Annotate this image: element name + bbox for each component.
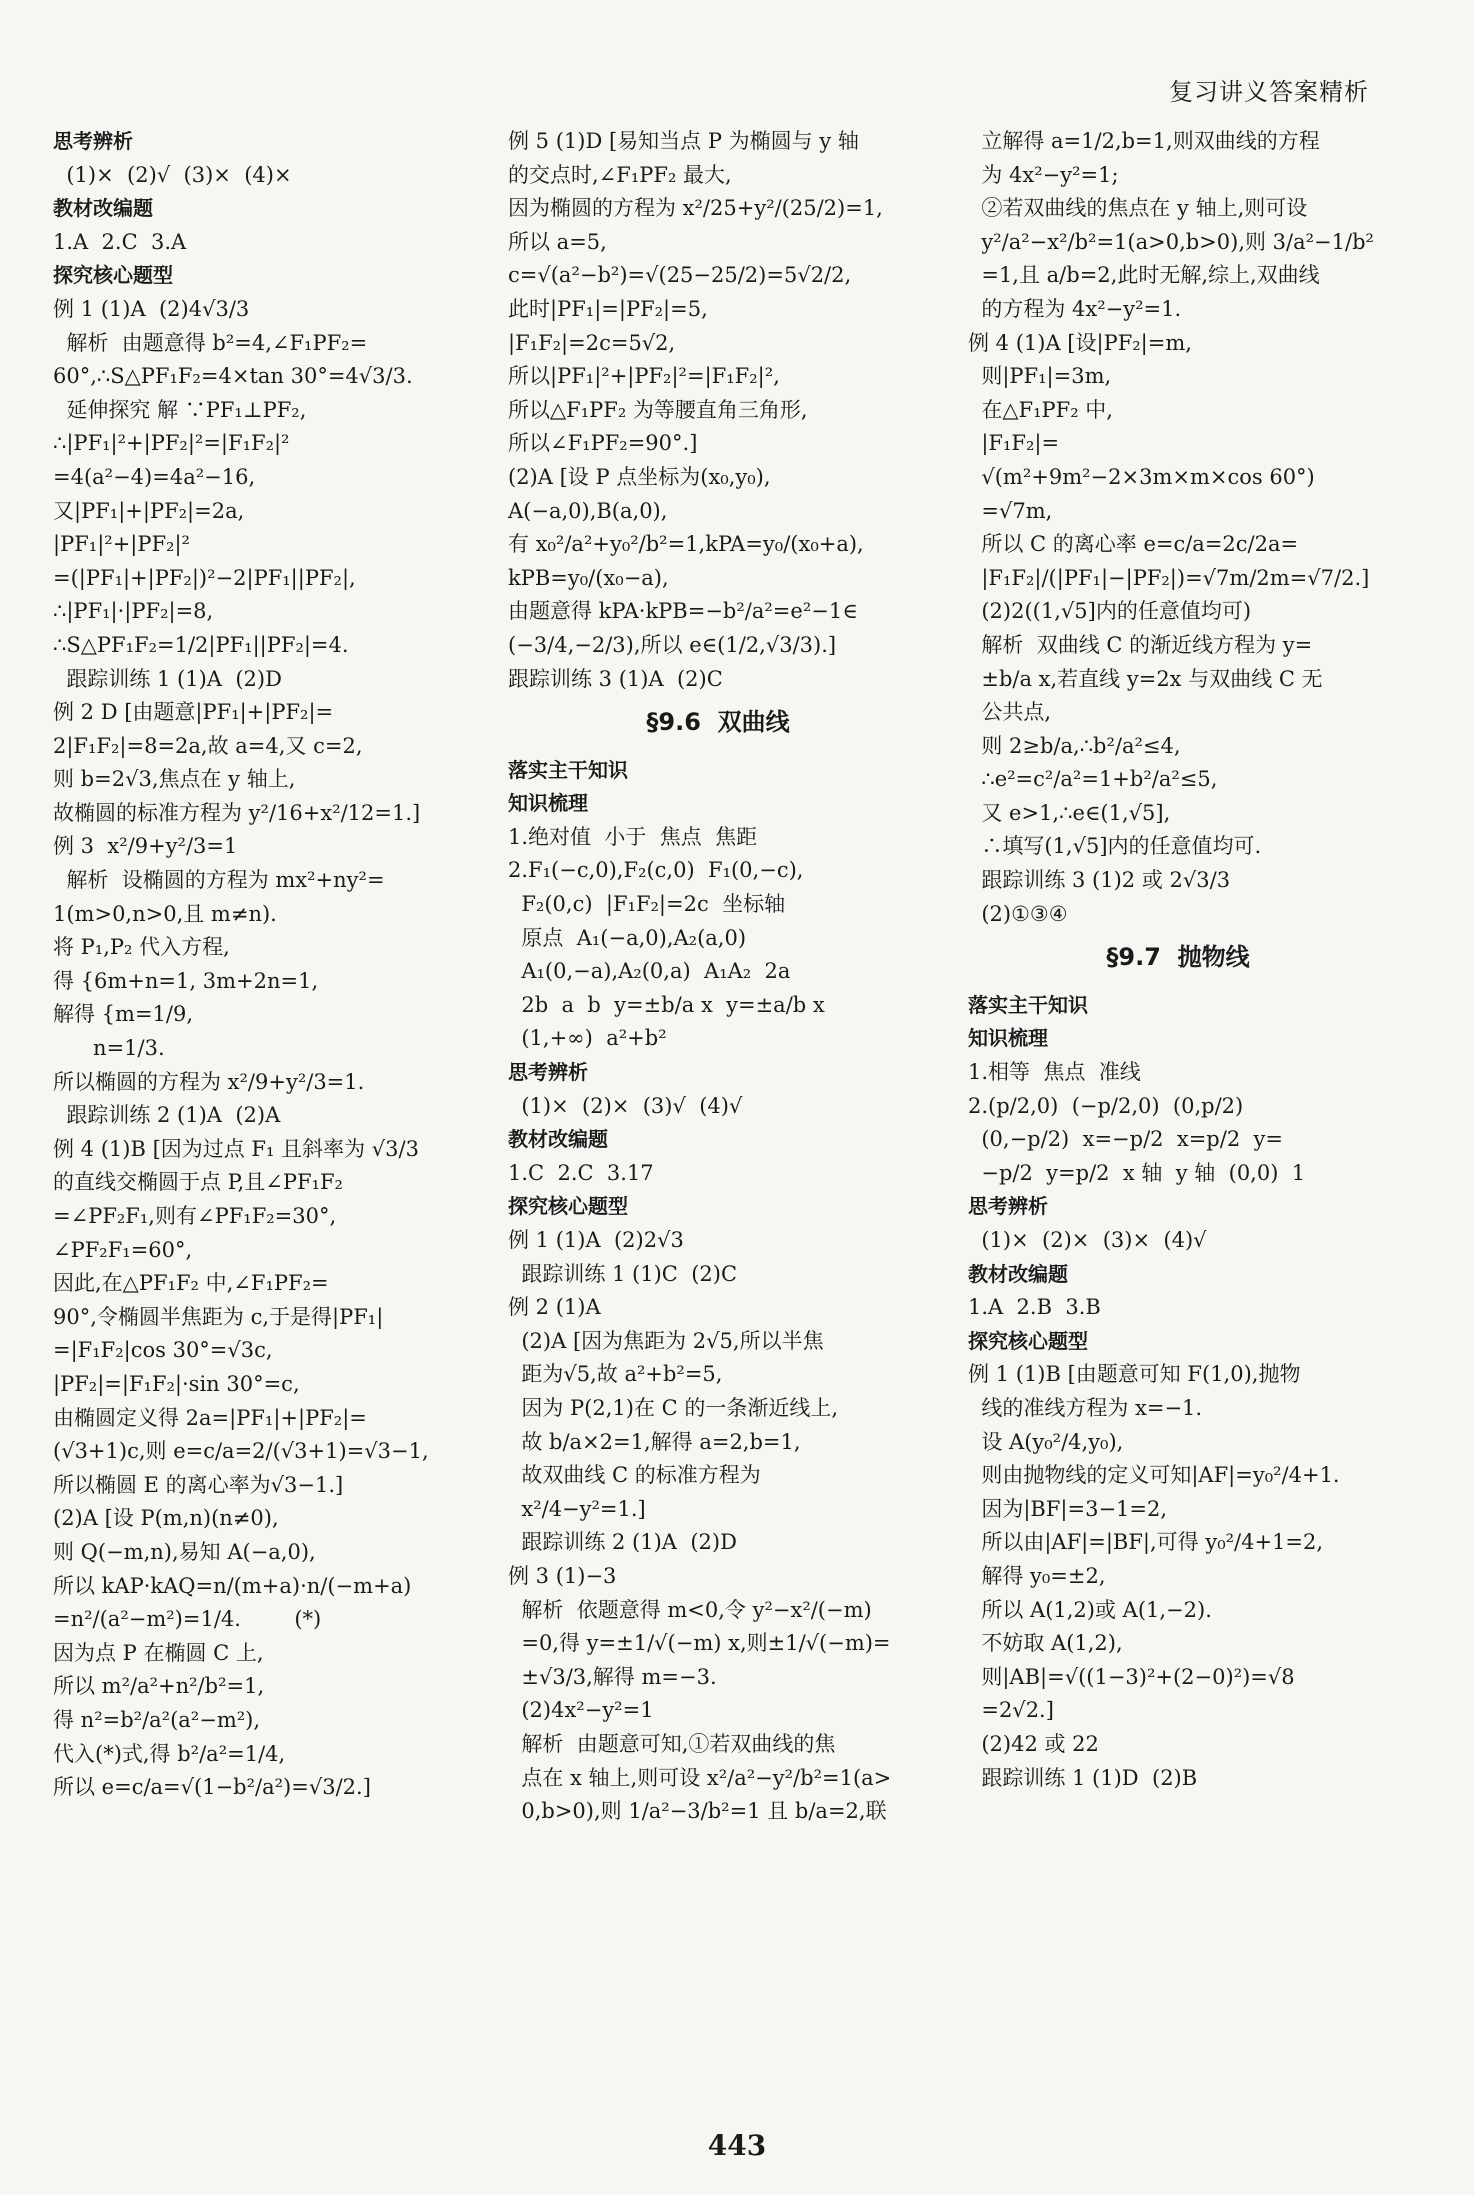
- subheading: 教材改编题: [968, 1261, 1068, 1286]
- subheading: 探究核心题型: [968, 1328, 1088, 1353]
- text-line: |PF₂|=|F₁F₂|·sin 30°=c,: [53, 1371, 300, 1396]
- text-line: 所以△F₁PF₂ 为等腰直角三角形,: [508, 397, 808, 422]
- text-line: (1)× (2)√ (3)× (4)×: [53, 162, 292, 187]
- text-line: 解析 由题意可知,①若双曲线的焦: [508, 1731, 836, 1756]
- text-line: A(−a,0),B(a,0),: [508, 498, 668, 523]
- text-line: 2|F₁F₂|=8=2a,故 a=4,又 c=2,: [53, 733, 363, 758]
- text-line: 跟踪训练 2 (1)A (2)A: [53, 1103, 281, 1128]
- text-line: 所以 a=5,: [508, 229, 607, 254]
- text-line: ±√3/3,解得 m=−3.: [508, 1664, 717, 1689]
- text-line: =∠PF₂F₁,则有∠PF₁F₂=30°,: [53, 1204, 337, 1228]
- text-line: 为 4x²−y²=1;: [968, 162, 1119, 187]
- text-line: 所以|PF₁|²+|PF₂|²=|F₁F₂|²,: [508, 364, 780, 389]
- text-line: 得 {6m+n=1, 3m+2n=1,: [53, 968, 319, 993]
- text-line: n=1/3.: [53, 1036, 165, 1061]
- text-line: |PF₁|²+|PF₂|²: [53, 532, 190, 557]
- text-line: 由椭圆定义得 2a=|PF₁|+|PF₂|=: [53, 1405, 367, 1430]
- text-line: |F₁F₂|/(|PF₁|−|PF₂|)=√7m/2m=√7/2.]: [968, 565, 1370, 590]
- text-line: ∴S△PF₁F₂=1/2|PF₁||PF₂|=4.: [53, 632, 349, 657]
- text-line: 所以 m²/a²+n²/b²=1,: [53, 1674, 265, 1699]
- text-line: ∴e²=c²/a²=1+b²/a²≤5,: [968, 767, 1218, 792]
- text-line: 由题意得 kPA·kPB=−b²/a²=e²−1∈: [508, 599, 858, 624]
- text-line: |F₁F₂|=2c=5√2,: [508, 330, 676, 355]
- text-line: (2)①③④: [968, 901, 1068, 926]
- text-line: 解得 y₀=±2,: [968, 1563, 1106, 1588]
- text-line: 将 P₁,P₂ 代入方程,: [53, 935, 230, 960]
- text-line: 1.C 2.C 3.17: [508, 1160, 654, 1185]
- text-line: 则由抛物线的定义可知|AF|=y₀²/4+1.: [968, 1463, 1340, 1488]
- subheading: 落实主干知识: [968, 992, 1088, 1017]
- text-line: ∴|PF₁|²+|PF₂|²=|F₁F₂|²: [53, 431, 290, 456]
- text-line: 90°,令椭圆半焦距为 c,于是得|PF₁|: [53, 1304, 384, 1329]
- text-line: 1(m>0,n>0,且 m≠n).: [53, 901, 277, 926]
- text-line: 2.F₁(−c,0),F₂(c,0) F₁(0,−c),: [508, 858, 804, 883]
- text-line: 2.(p/2,0) (−p/2,0) (0,p/2): [968, 1093, 1244, 1118]
- text-line: 60°,∴S△PF₁F₂=4×tan 30°=4√3/3.: [53, 364, 413, 389]
- text-line: 解得 {m=1/9,: [53, 1002, 194, 1027]
- text-line: 代入(*)式,得 b²/a²=1/4,: [53, 1741, 286, 1766]
- text-line: 1.绝对值 小于 焦点 焦距: [508, 824, 758, 849]
- subheading: 知识梳理: [508, 791, 588, 816]
- column-3: [968, 125, 1388, 1795]
- text-line: 所以∠F₁PF₂=90°.]: [508, 431, 698, 456]
- text-line: 0,b>0),则 1/a²−3/b²=1 且 b/a=2,联: [508, 1799, 887, 1824]
- text-line: 距为√5,故 a²+b²=5,: [508, 1362, 723, 1387]
- text-line: 得 n²=b²/a²(a²−m²),: [53, 1707, 261, 1732]
- text-line: 例 5 (1)D [易知当点 P 为椭圆与 y 轴: [508, 129, 859, 153]
- text-line: 有 x₀²/a²+y₀²/b²=1,kPA=y₀/(x₀+a),: [508, 532, 864, 557]
- column-1: [53, 125, 473, 1805]
- text-line: 因为 P(2,1)在 C 的一条渐近线上,: [508, 1395, 839, 1420]
- text-line: 不妨取 A(1,2),: [968, 1631, 1123, 1656]
- text-line: 的交点时,∠F₁PF₂ 最大,: [508, 162, 732, 187]
- text-line: 例 3 x²/9+y²/3=1: [53, 834, 238, 859]
- text-line: 跟踪训练 2 (1)A (2)D: [508, 1530, 737, 1555]
- text-line: (2)42 或 22: [968, 1731, 1099, 1756]
- text-line: =1,且 a/b=2,此时无解,综上,双曲线: [968, 263, 1320, 288]
- text-line: ∴|PF₁|·|PF₂|=8,: [53, 599, 214, 624]
- text-line: 则|PF₁|=3m,: [968, 364, 1112, 389]
- text-line: 跟踪训练 3 (1)2 或 2√3/3: [968, 868, 1231, 893]
- text-line: 立解得 a=1/2,b=1,则双曲线的方程: [968, 129, 1320, 153]
- text-line: 点在 x 轴上,则可设 x²/a²−y²/b²=1(a>: [508, 1765, 892, 1790]
- text-line: 又|PF₁|+|PF₂|=2a,: [53, 498, 245, 523]
- text-line: 1.A 2.C 3.A: [53, 229, 187, 254]
- text-line: =(|PF₁|+|PF₂|)²−2|PF₁||PF₂|,: [53, 565, 356, 590]
- text-line: (−3/4,−2/3),所以 e∈(1/2,√3/3).]: [508, 632, 837, 657]
- text-line: 解析 双曲线 C 的渐近线方程为 y=: [968, 632, 1313, 657]
- text-line: 则 Q(−m,n),易知 A(−a,0),: [53, 1539, 316, 1564]
- text-line: 在△F₁PF₂ 中,: [968, 397, 1113, 422]
- text-line: (1)× (2)× (3)√ (4)√: [508, 1093, 743, 1118]
- text-line: 故 b/a×2=1,解得 a=2,b=1,: [508, 1429, 801, 1454]
- text-line: 解析 由题意得 b²=4,∠F₁PF₂=: [53, 330, 368, 355]
- text-line: =2√2.]: [968, 1698, 1054, 1723]
- text-line: 所以椭圆的方程为 x²/9+y²/3=1.: [53, 1069, 365, 1094]
- text-line: 故双曲线 C 的标准方程为: [508, 1463, 761, 1488]
- subheading: 落实主干知识: [508, 757, 628, 782]
- text-line: (2)A [设 P 点坐标为(x₀,y₀),: [508, 464, 771, 489]
- text-line: (1)× (2)× (3)× (4)√: [968, 1228, 1207, 1252]
- text-line: (0,−p/2) x=−p/2 x=p/2 y=: [968, 1127, 1283, 1152]
- text-line: 则|AB|=√((1−3)²+(2−0)²)=√8: [968, 1664, 1295, 1689]
- subheading: 思考辨析: [968, 1194, 1048, 1219]
- text-line: =0,得 y=±1/√(−m) x,则±1/√(−m)=: [508, 1631, 891, 1656]
- text-line: 1.相等 焦点 准线: [968, 1060, 1141, 1085]
- page-number: 443: [707, 2129, 767, 2162]
- text-line: 因为|BF|=3−1=2,: [968, 1496, 1168, 1521]
- text-line: 跟踪训练 1 (1)C (2)C: [508, 1261, 738, 1286]
- text-line: 所以 e=c/a=√(1−b²/a²)=√3/2.]: [53, 1775, 371, 1800]
- text-line: −p/2 y=p/2 x 轴 y 轴 (0,0) 1: [968, 1160, 1306, 1185]
- text-line: 公共点,: [968, 700, 1052, 725]
- text-line: 例 3 (1)−3: [508, 1563, 617, 1588]
- text-line: A₁(0,−a),A₂(0,a) A₁A₂ 2a: [508, 959, 791, 984]
- text-line: 例 4 (1)B [因为过点 F₁ 且斜率为 √3/3: [53, 1136, 419, 1161]
- text-line: 解析 设椭圆的方程为 mx²+ny²=: [53, 868, 385, 893]
- subheading: 探究核心题型: [508, 1194, 628, 1219]
- subheading: 思考辨析: [508, 1060, 588, 1085]
- text-line: (√3+1)c,则 e=c/a=2/(√3+1)=√3−1,: [53, 1439, 429, 1464]
- text-line: =|F₁F₂|cos 30°=√3c,: [53, 1338, 273, 1363]
- text-line: 因为椭圆的方程为 x²/25+y²/(25/2)=1,: [508, 196, 883, 221]
- subheading: 教材改编题: [53, 196, 153, 221]
- text-line: ∴填写(1,√5]内的任意值均可.: [968, 834, 1262, 859]
- subheading: 探究核心题型: [53, 263, 173, 288]
- text-line: 延伸探究 解 ∵PF₁⊥PF₂,: [53, 397, 307, 422]
- text-line: =4(a²−4)=4a²−16,: [53, 464, 256, 489]
- text-line: ±b/a x,若直线 y=2x 与双曲线 C 无: [968, 666, 1323, 691]
- text-line: 又 e>1,∴e∈(1,√5],: [968, 800, 1171, 825]
- running-header: 复习讲义答案精析: [1169, 78, 1369, 106]
- text-line: =n²/(a²−m²)=1/4. (*): [53, 1607, 322, 1632]
- text-line: 的方程为 4x²−y²=1.: [968, 296, 1182, 321]
- column-2: [508, 125, 928, 1829]
- text-line: F₂(0,c) |F₁F₂|=2c 坐标轴: [508, 892, 786, 917]
- text-line: 解析 依题意得 m<0,令 y²−x²/(−m): [508, 1597, 872, 1622]
- text-line: 例 1 (1)B [由题意可知 F(1,0),抛物: [968, 1362, 1301, 1387]
- text-line: 此时|PF₁|=|PF₂|=5,: [508, 296, 708, 321]
- text-line: 的直线交椭圆于点 P,且∠PF₁F₂: [53, 1170, 343, 1195]
- text-line: 因此,在△PF₁F₂ 中,∠F₁PF₂=: [53, 1271, 329, 1296]
- text-line: 例 1 (1)A (2)2√3: [508, 1228, 684, 1252]
- text-line: 则 b=2√3,焦点在 y 轴上,: [53, 767, 296, 792]
- text-line: 原点 A₁(−a,0),A₂(a,0): [508, 925, 747, 950]
- text-line: (2)A [设 P(m,n)(n≠0),: [53, 1506, 279, 1531]
- text-line: |F₁F₂|=: [968, 431, 1060, 456]
- subheading: 思考辨析: [53, 129, 133, 153]
- text-line: c=√(a²−b²)=√(25−25/2)=5√2/2,: [508, 263, 852, 288]
- text-line: ②若双曲线的焦点在 y 轴上,则可设: [968, 196, 1308, 221]
- text-line: 所以由|AF|=|BF|,可得 y₀²/4+1=2,: [968, 1530, 1324, 1555]
- text-line: 设 A(y₀²/4,y₀),: [968, 1429, 1124, 1454]
- text-line: (2)A [因为焦距为 2√5,所以半焦: [508, 1328, 824, 1353]
- subheading: 教材改编题: [508, 1127, 608, 1152]
- text-line: (1,+∞) a²+b²: [508, 1026, 667, 1051]
- text-line: ∠PF₂F₁=60°,: [53, 1237, 193, 1262]
- text-line: 例 2 D [由题意|PF₁|+|PF₂|=: [53, 700, 334, 725]
- text-line: 所以 A(1,2)或 A(1,−2).: [968, 1597, 1212, 1622]
- text-line: 跟踪训练 3 (1)A (2)C: [508, 666, 723, 691]
- text-line: 例 4 (1)A [设|PF₂|=m,: [968, 330, 1192, 355]
- text-line: (2)4x²−y²=1: [508, 1698, 654, 1723]
- text-line: 2b a b y=±b/a x y=±a/b x: [508, 992, 825, 1017]
- text-line: y²/a²−x²/b²=1(a>0,b>0),则 3/a²−1/b²: [968, 229, 1374, 254]
- text-line: 例 2 (1)A: [508, 1295, 601, 1320]
- text-line: (2)2((1,√5]内的任意值均可): [968, 599, 1252, 624]
- text-line: kPB=y₀/(x₀−a),: [508, 565, 669, 590]
- text-line: √(m²+9m²−2×3m×m×cos 60°): [968, 464, 1315, 489]
- text-line: 1.A 2.B 3.B: [968, 1295, 1101, 1320]
- text-line: 所以椭圆 E 的离心率为√3−1.]: [53, 1472, 344, 1497]
- text-line: 故椭圆的标准方程为 y²/16+x²/12=1.]: [53, 800, 421, 825]
- section-heading: §9.6 双曲线: [646, 708, 790, 737]
- text-line: 所以 C 的离心率 e=c/a=2c/2a=: [968, 532, 1299, 557]
- text-line: 因为点 P 在椭圆 C 上,: [53, 1640, 264, 1665]
- text-line: 线的准线方程为 x=−1.: [968, 1395, 1203, 1420]
- text-line: 跟踪训练 1 (1)A (2)D: [53, 666, 282, 691]
- text-line: 跟踪训练 1 (1)D (2)B: [968, 1765, 1198, 1790]
- text-line: =√7m,: [968, 498, 1053, 523]
- subheading: 知识梳理: [968, 1026, 1048, 1051]
- text-line: 所以 kAP·kAQ=n/(m+a)·n/(−m+a): [53, 1573, 412, 1598]
- text-line: 例 1 (1)A (2)4√3/3: [53, 296, 250, 321]
- section-heading: §9.7 抛物线: [1106, 943, 1250, 972]
- text-line: 则 2≥b/a,∴b²/a²≤4,: [968, 733, 1181, 758]
- text-line: x²/4−y²=1.]: [508, 1496, 646, 1521]
